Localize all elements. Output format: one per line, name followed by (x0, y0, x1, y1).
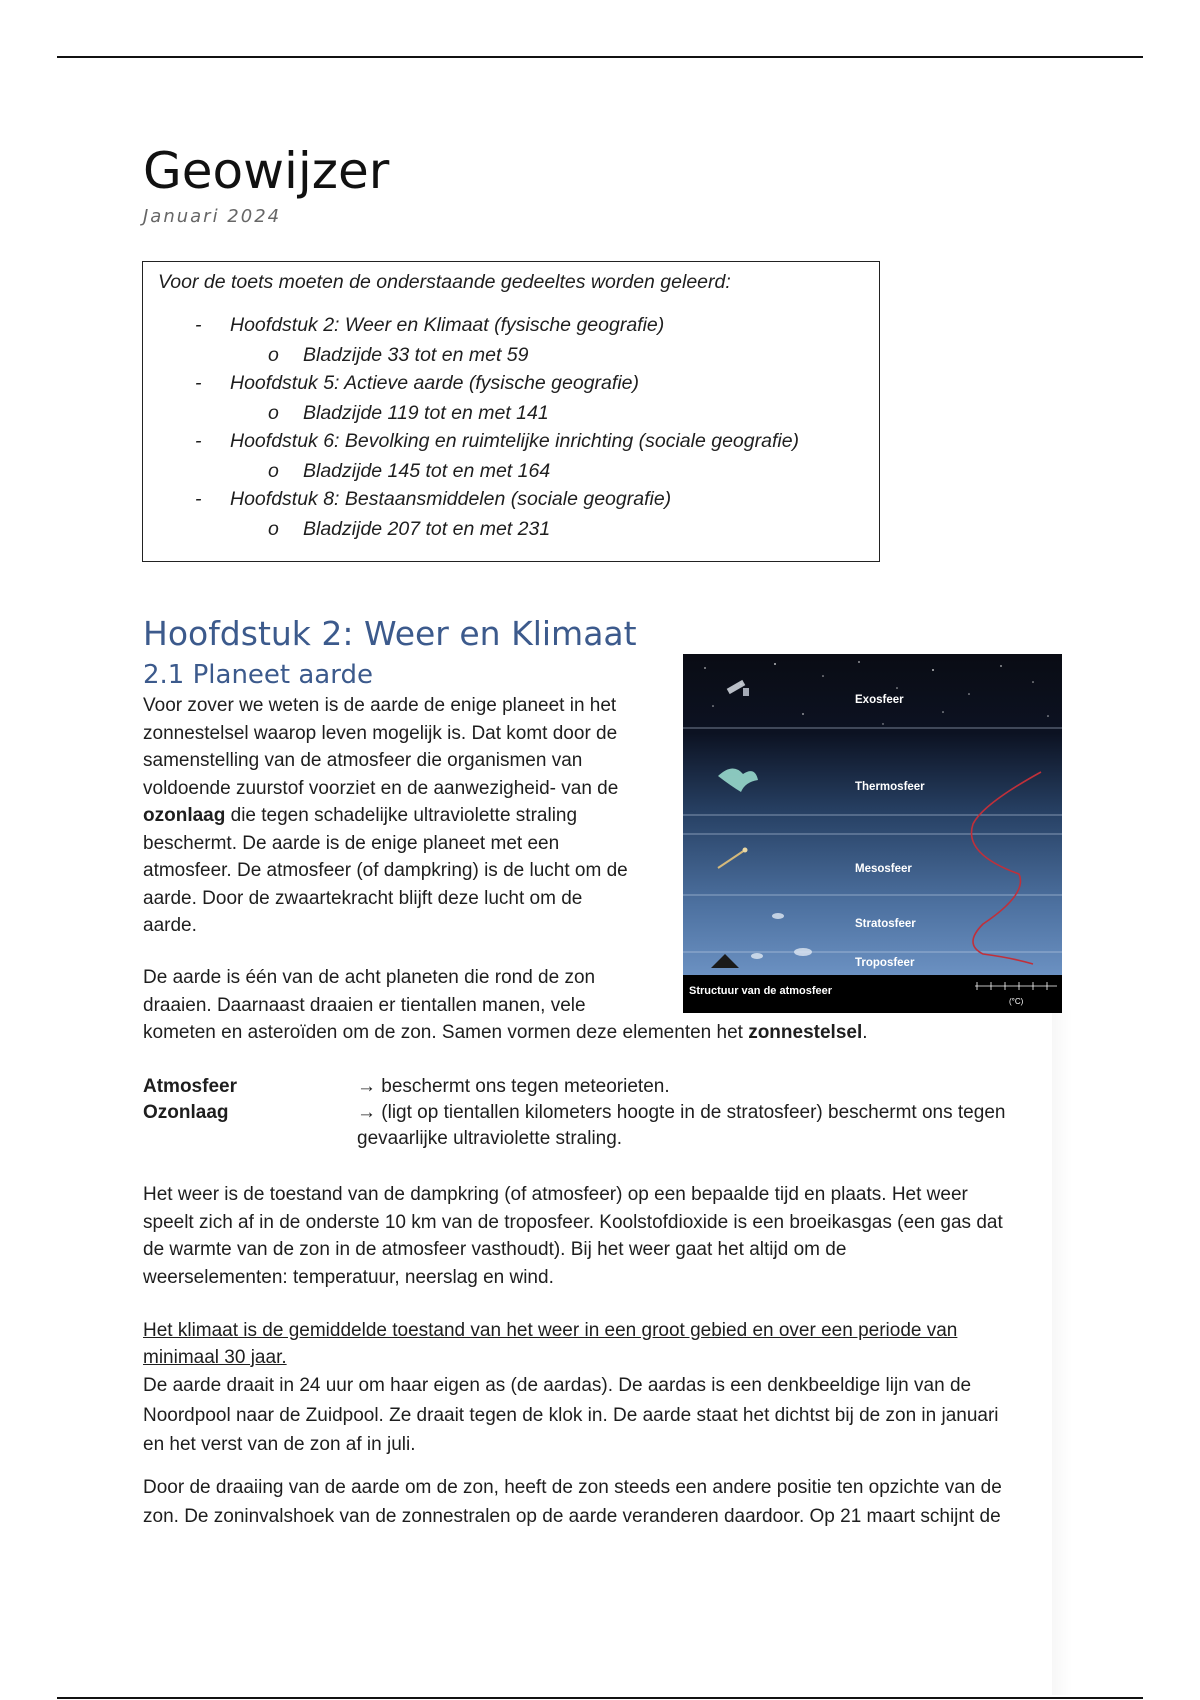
bullet-dash: - (195, 488, 202, 510)
bullet-circle: o (268, 344, 279, 366)
chapter-heading: Hoofdstuk 2: Weer en Klimaat (143, 614, 637, 653)
text-line: Het weer is de toestand van de dampkring (of atmosfeer) op een bepaalde tijd en plaats. Het weer (143, 1184, 968, 1205)
study-item-label: Hoofdstuk 5: Actieve aarde (fysische geografie) (230, 372, 639, 394)
bullet-dash: - (195, 372, 202, 394)
study-item-pages-text: Bladzijde 207 tot en met 231 (303, 518, 551, 540)
page-shadow (1052, 1010, 1072, 1695)
study-item-pages (268, 402, 549, 425)
paragraph-sun-angle (143, 1473, 1063, 1531)
bullet-dash: - (195, 314, 202, 336)
text-line: zonnestelsel waarop leven mogelijk is. Dat komt door de (143, 722, 618, 744)
study-item-pages-text: Bladzijde 33 tot en met 59 (303, 344, 529, 366)
text-fragment: kometen en asteroïden om de zon. Samen vormen deze elementen het (143, 1022, 749, 1043)
section-heading: 2.1 Planeet aarde (143, 660, 373, 690)
text-line: speelt zich af in de onderste 10 km van de troposfeer. Koolstofdioxide is een broeikasgas (een gas dat (143, 1211, 1003, 1233)
bullet-dash: - (195, 430, 202, 452)
text-fragment: . (862, 1022, 868, 1043)
text-line: zon. De zoninvalshoek van de zonnestralen op de aarde veranderen daardoor. Op 21 maart schijnt de (143, 1506, 1001, 1527)
bullet-circle: o (268, 518, 279, 540)
document-subtitle: Januari 2024 (143, 206, 282, 227)
study-item (195, 372, 639, 395)
study-item-pages (268, 460, 551, 483)
text-line (143, 802, 683, 830)
text-line: De aarde is één van de acht planeten die rond de zon (143, 967, 596, 988)
study-item-pages-text: Bladzijde 119 tot en met 141 (303, 402, 549, 424)
text-fragment: die tegen schadelijke ultraviolette straling (225, 805, 578, 826)
layer-label-exosphere: Exosfeer (855, 694, 904, 706)
paragraph-planet-earth (143, 692, 683, 940)
text-line: Noordpool naar de Zuidpool. Ze draait tegen de klok in. De aarde staat het dichtst bij de zon in januari (143, 1404, 999, 1426)
study-item-pages (268, 518, 551, 541)
definition-term: Ozonlaag (143, 1102, 229, 1123)
document-title: Geowijzer (143, 142, 390, 200)
layer-label-thermosphere: Thermosfeer (855, 781, 925, 793)
definition-description: → (ligt op tientallen kilometers hoogte in de stratosfeer) beschermt ons tegen gevaarlijke ultraviolette straling. (357, 1102, 1006, 1149)
paragraph-weather (143, 1181, 1063, 1291)
study-item-label: Hoofdstuk 6: Bevolking en ruimtelijke inrichting (sociale geografie) (230, 430, 800, 452)
study-item (195, 488, 672, 511)
text-line: Door de draaiing van de aarde om de zon, heeft de zon steeds een andere positie ten opzichte van de (143, 1477, 1002, 1498)
atmosphere-structure-figure (683, 654, 1062, 1013)
bottom-rule (57, 1697, 1143, 1699)
paragraph-climate (143, 1318, 1063, 1460)
study-scope-box (142, 261, 880, 562)
underlined-line: Het klimaat is de gemiddelde toestand van het weer in een groot gebied en over een periode van (143, 1320, 958, 1341)
study-item-pages (268, 344, 529, 367)
text-line: weerselementen: temperatuur, neerslag en wind. (143, 1266, 554, 1288)
bold-term: ozonlaag (143, 805, 226, 826)
layer-label-stratosphere: Stratosfeer (855, 918, 916, 930)
paragraph-solar-system (143, 964, 1063, 1047)
temperature-unit: (°C) (1009, 997, 1024, 1006)
text-line (143, 1019, 1063, 1047)
text-line: beschermt. De aarde is de enige planeet met een (143, 832, 560, 854)
layer-label-troposphere: Troposfeer (855, 957, 915, 969)
text-line: samenstelling van de atmosfeer die organismen van (143, 750, 583, 771)
bold-term: zonnestelsel (748, 1022, 863, 1043)
text-line: De aarde draait in 24 uur om haar eigen as (de aardas). De aardas is een denkbeeldige lijn van de (143, 1375, 972, 1396)
bullet-circle: o (268, 460, 279, 482)
text-line: voldoende zuurstof voorziet en de aanwezigheid- van de (143, 777, 619, 799)
text-line: de warmte van de zon in de atmosfeer vasthoudt). Bij het weer gaat het altijd om de (143, 1239, 847, 1260)
study-item (195, 314, 665, 337)
study-box-intro: Voor de toets moeten de onderstaande gedeeltes worden geleerd: (158, 271, 731, 293)
text-line: en het verst van de zon af in juli. (143, 1434, 416, 1455)
study-item (195, 430, 800, 453)
text-line: Voor zover we weten is de aarde de enige planeet in het (143, 695, 617, 716)
layer-label-mesosphere: Mesosfeer (855, 863, 912, 875)
study-item-pages-text: Bladzijde 145 tot en met 164 (303, 460, 551, 482)
text-line: draaien. Daarnaast draaien er tientallen manen, vele (143, 994, 586, 1016)
bullet-circle: o (268, 402, 279, 424)
top-rule (57, 56, 1143, 58)
definition-term: Atmosfeer (143, 1076, 237, 1097)
study-item-label: Hoofdstuk 2: Weer en Klimaat (fysische geografie) (230, 314, 665, 336)
text-line: aarde. Door de zwaartekracht blijft deze lucht om de (143, 887, 583, 909)
definition-description: → beschermt ons tegen meteorieten. (357, 1076, 670, 1097)
study-item-label: Hoofdstuk 8: Bestaansmiddelen (sociale geografie) (230, 488, 672, 510)
text-line: aarde. (143, 915, 197, 936)
figure-caption: Structuur van de atmosfeer (689, 985, 833, 997)
text-line: atmosfeer. De atmosfeer (of dampkring) is de lucht om de (143, 860, 628, 881)
underlined-line: minimaal 30 jaar. (143, 1346, 287, 1368)
